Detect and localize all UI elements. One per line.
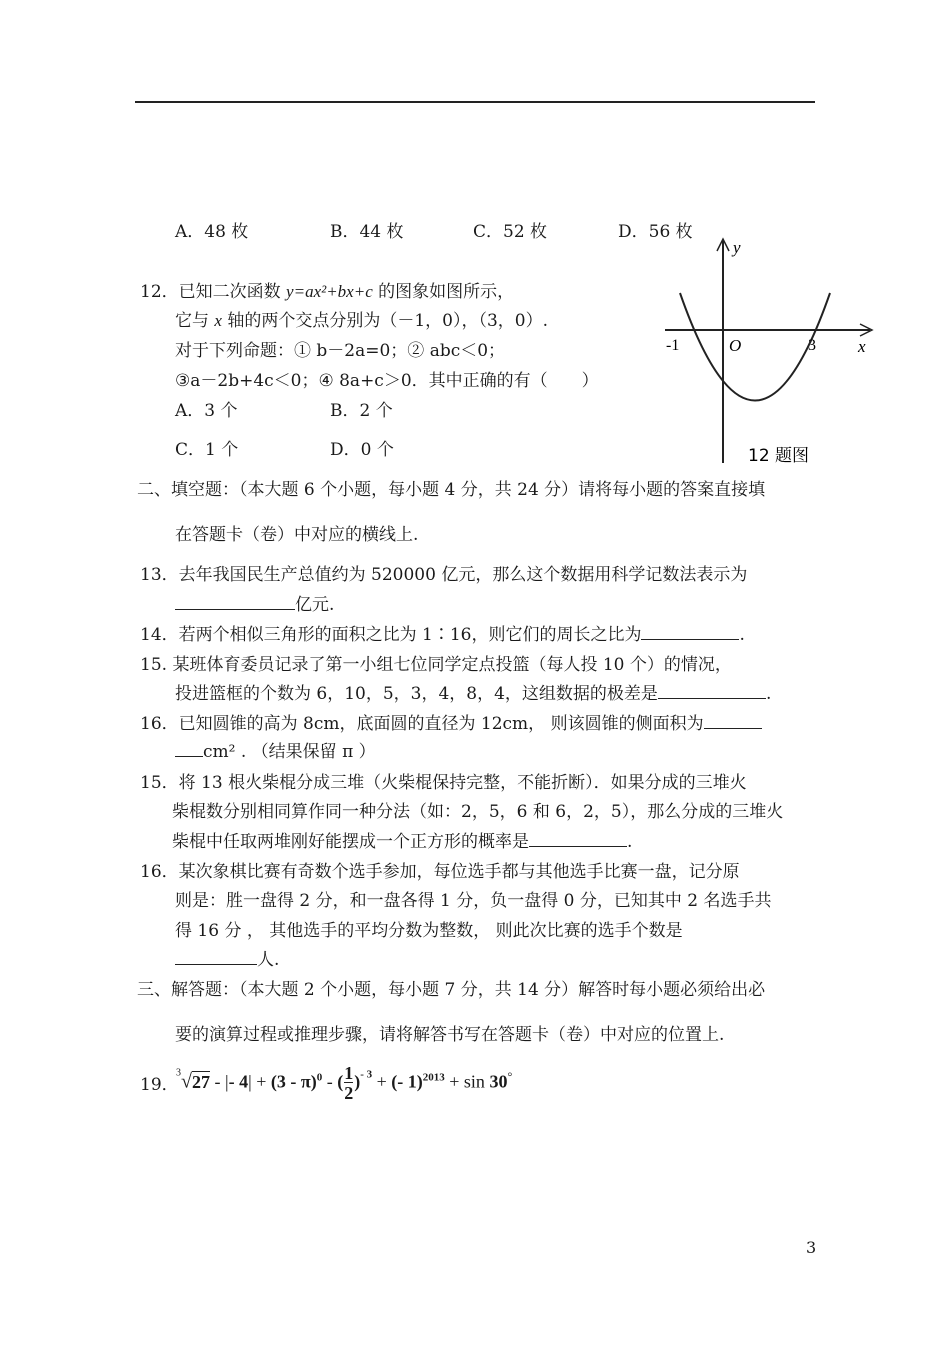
q16b-line1: 16．某次象棋比赛有奇数个选手参加，每位选手都与其他选手比赛一盘，记分原 xyxy=(140,862,740,882)
q19-label: 19． xyxy=(140,1075,179,1095)
pi-term: (3 - π) xyxy=(270,1071,317,1092)
section3-line2: 要的演算过程或推理步骤，请将解答书写在答题卡（卷）中对应的位置上. xyxy=(175,1025,725,1045)
q16a-line1: 16．已知圆锥的高为 8cm，底面圆的直径为 12cm， 则该圆锥的侧面积为 xyxy=(140,709,762,734)
q16a-answer-blank-2 xyxy=(175,738,203,757)
radicand: 27 xyxy=(191,1071,210,1092)
q12-line3: 对于下列命题：① b－2a=0；② abc＜0； xyxy=(175,341,506,361)
q16b-line3: 得 16 分 ， 其他选手的平均分数为整数， 则此次比赛的选手个数是 xyxy=(175,921,683,941)
q13-line2: 亿元. xyxy=(175,590,334,615)
q12-option-b: B．2 个 xyxy=(330,401,393,421)
q11-option-c: C．52 枚 xyxy=(473,222,548,242)
radical-sign: √ xyxy=(181,1070,192,1093)
q12-option-c: C．1 个 xyxy=(175,440,239,460)
angle-value: 30 xyxy=(489,1071,508,1092)
q13-answer-blank xyxy=(175,591,295,610)
sin-function: sin xyxy=(463,1071,485,1092)
q14-line: 14．若两个相似三角形的面积之比为 1∶16，则它们的周长之比为 . xyxy=(140,620,745,645)
q12-number: 12． xyxy=(140,282,179,302)
section3-line1: 三、解答题：（本大题 2 个小题，每小题 7 分，共 14 分）解答时每小题必须给出必 xyxy=(137,980,766,1000)
q15b-answer-blank xyxy=(529,828,627,847)
q15b-line2: 柴棍数分别相同算作同一种分法（如：2，5，6 和 6，2，5），那么分成的三堆火 xyxy=(172,802,784,822)
q19-expression: $^3$√27 - |- 4| + (3 - π)$^0$ - ( $\frac{1}{2}$ )$^{- 3}$ + (- 1)$^{2013}$ + sin 30° xyxy=(176,1063,513,1103)
q16b-answer-blank xyxy=(175,946,257,965)
q12-option-a: A．3 个 xyxy=(175,401,238,421)
q16a-line2: cm² . （结果保留 π ） xyxy=(175,737,376,762)
q15b-line3: 柴棍中任取两堆刚好能摆成一个正方形的概率是 . xyxy=(172,827,632,852)
origin-label: O xyxy=(729,336,742,355)
q15b-line1: 15．将 13 根火柴棍分成三堆（火柴棍保持完整，不能折断）．如果分成的三堆火 xyxy=(140,773,747,793)
section2-line2: 在答题卡（卷）中对应的横线上. xyxy=(175,525,419,545)
section2-line1: 二、填空题：（本大题 6 个小题，每小题 4 分，共 24 分）请将每小题的答案直接填 xyxy=(137,480,766,500)
q12-line2: 它与 x 轴的两个交点分别为（－1，0），（3，0）. xyxy=(175,311,549,331)
cube-root-index: 3 xyxy=(176,1067,181,1079)
q12-parabola-figure xyxy=(655,233,880,470)
q16b-line4: 人. xyxy=(175,945,279,970)
figure-caption: 12 题图 xyxy=(748,446,810,466)
q11-option-a: A．48 枚 xyxy=(175,222,249,242)
q16a-answer-blank-1 xyxy=(704,710,762,729)
q12-function: y=ax²+bx+c xyxy=(286,282,373,301)
root-label-left: -1 xyxy=(666,337,680,354)
q15a-line1: 15. 某班体育委员记录了第一小组七位同学定点投篮（每人投 10 个）的情况， xyxy=(140,655,732,675)
y-axis-label: y xyxy=(733,238,741,257)
q15a-answer-blank xyxy=(658,680,766,699)
q14-answer-blank xyxy=(641,621,739,640)
q12-line1: 12．已知二次函数 y=ax²+bx+c 的图象如图所示， xyxy=(140,282,515,302)
half-fraction: $\frac{1}{2}$ xyxy=(344,1063,354,1103)
page-number: 3 xyxy=(806,1238,817,1257)
q16b-line2: 则是：胜一盘得 2 分，和一盘各得 1 分，负一盘得 0 分，已知其中 2 名选手共 xyxy=(175,891,772,911)
neg-one-term: (- 1) xyxy=(391,1071,423,1092)
abs-value-inner: - 4 xyxy=(228,1071,249,1092)
q13-line1: 13．去年我国民生产总值约为 520000 亿元，那么这个数据用科学记数法表示为 xyxy=(140,565,748,585)
q11-option-d: D．56 枚 xyxy=(618,222,693,242)
q15a-line2: 投进篮框的个数为 6，10，5，3，4，8，4，这组数据的极差是 . xyxy=(175,679,771,704)
x-axis-label: x xyxy=(858,337,866,356)
q12-option-d: D．0 个 xyxy=(330,440,394,460)
q12-line4: ③a－2b+4c＜0；④ 8a+c＞0．其中正确的有（ ） xyxy=(175,371,599,391)
header-rule xyxy=(135,101,815,103)
q11-option-b: B．44 枚 xyxy=(330,222,404,242)
root-label-right: 3 xyxy=(808,337,816,354)
